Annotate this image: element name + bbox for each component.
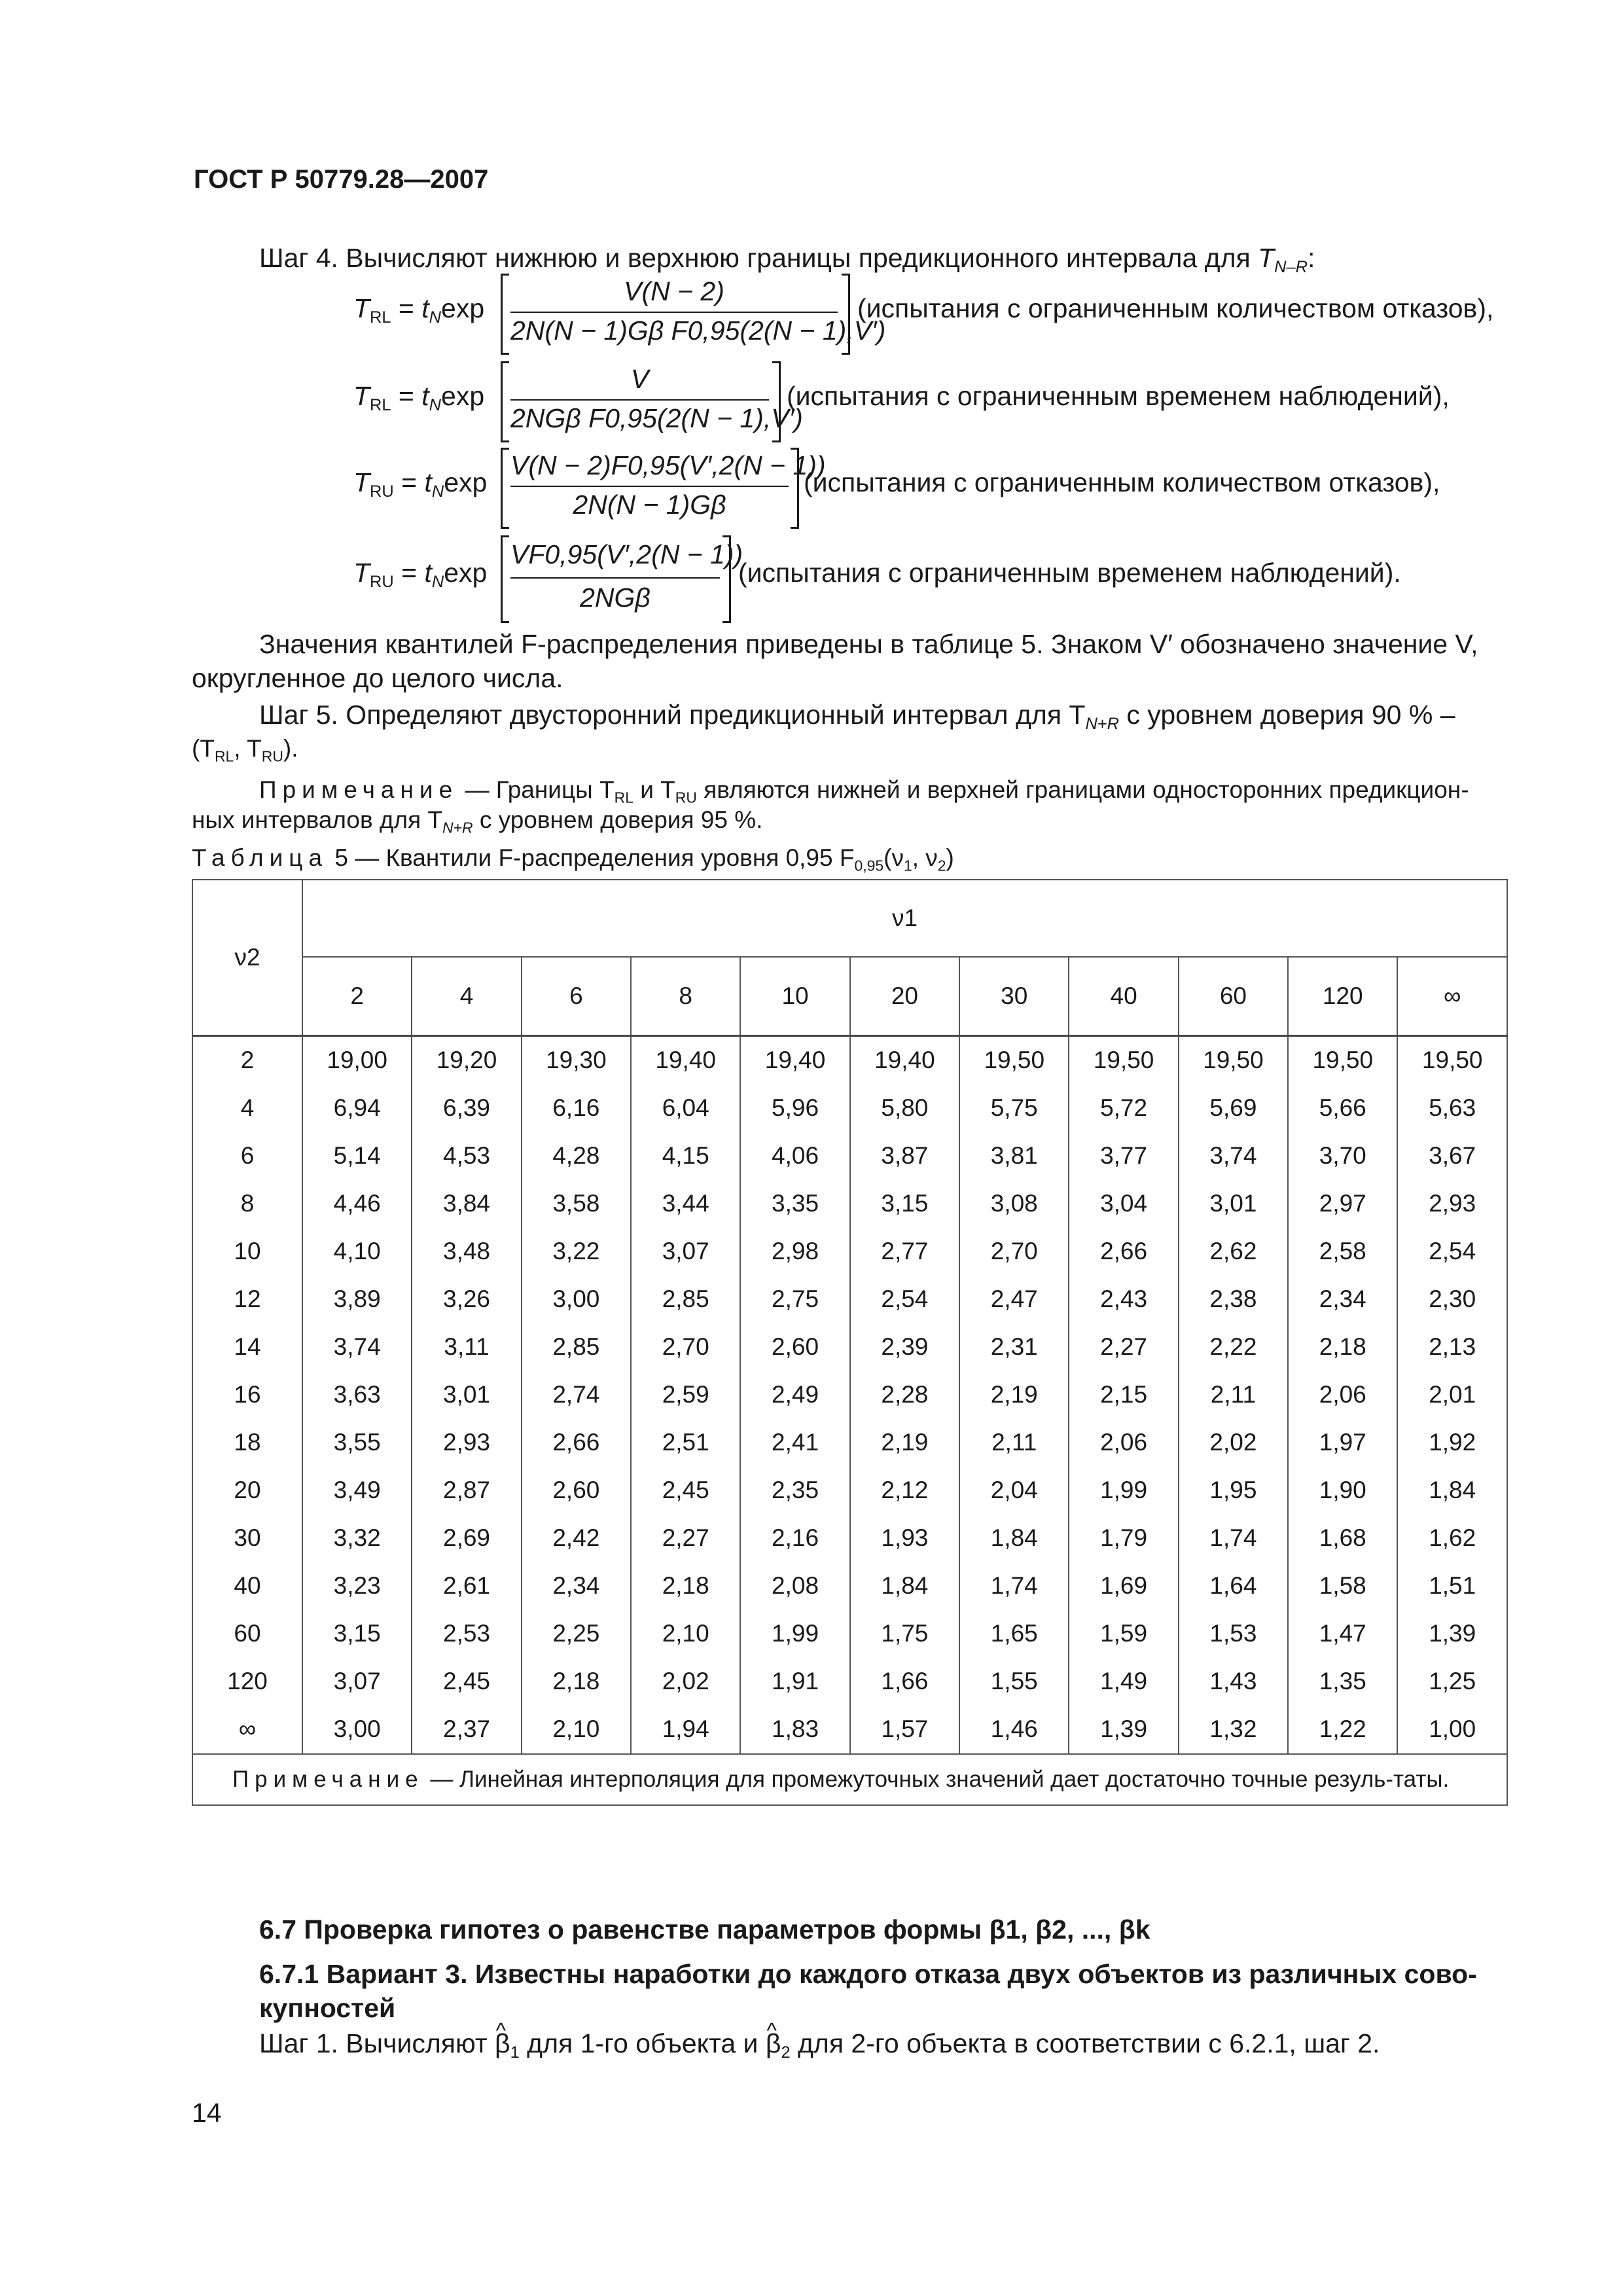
section-6-7-title: 6.7 Проверка гипотез о равенстве параметров формы β1, β2, ..., βk	[259, 1914, 1150, 1945]
table-cell: 2,75	[740, 1276, 849, 1323]
table-cell: 1,65	[959, 1610, 1069, 1658]
table-cell: 2,16	[740, 1515, 849, 1562]
table-cell: 19,50	[1069, 1035, 1178, 1085]
table-cell: 1,47	[1288, 1610, 1397, 1658]
table-cell: 3,04	[1069, 1180, 1178, 1228]
table-cell: 1,93	[850, 1515, 959, 1562]
table-row	[192, 1515, 1507, 1562]
table-cell: 2,02	[1179, 1419, 1288, 1467]
formula-3-comment: (испытания с ограниченным количеством отказов),	[804, 467, 1440, 497]
table-cell: 1,39	[1069, 1706, 1178, 1754]
row-label-v2: 20	[192, 1467, 302, 1515]
beta-hat-2: ^ β	[766, 2026, 781, 2060]
table-cell: 3,15	[850, 1180, 959, 1228]
table-cell: 1,91	[740, 1658, 849, 1706]
row-label-v2: 6	[192, 1132, 302, 1180]
table-cell: 2,02	[631, 1658, 740, 1706]
table-cell: 3,32	[302, 1515, 412, 1562]
table-cell: 1,68	[1288, 1515, 1397, 1562]
formula-2-lhs: $T_{RL} = t_N\exp$	[353, 381, 485, 415]
table-cell: 2,08	[740, 1562, 849, 1610]
table-cell: 2,43	[1069, 1276, 1178, 1323]
row-label-v2: 4	[192, 1085, 302, 1132]
column-header: 20	[850, 957, 959, 1035]
formula-2-comment: (испытания с ограниченным временем наблюдений),	[787, 381, 1450, 411]
table-cell: 2,22	[1179, 1323, 1288, 1371]
table-cell: 3,01	[1179, 1180, 1288, 1228]
row-label-v2: 14	[192, 1323, 302, 1371]
row-label-v2: 40	[192, 1562, 302, 1610]
table-cell: 2,35	[740, 1467, 849, 1515]
row-label-v2: 12	[192, 1276, 302, 1323]
table-cell: 19,50	[1397, 1035, 1507, 1085]
table-cell: 5,14	[302, 1132, 412, 1180]
column-header: 40	[1069, 957, 1178, 1035]
table-row	[192, 1085, 1507, 1132]
column-header: ∞	[1397, 957, 1507, 1035]
table-cell: 3,87	[850, 1132, 959, 1180]
row-label-v2: 30	[192, 1515, 302, 1562]
step4-sub: N–R	[1274, 258, 1308, 277]
formula-3-left-bracket	[501, 448, 509, 529]
table-cell: 5,66	[1288, 1085, 1397, 1132]
table-cell: 1,46	[959, 1706, 1069, 1754]
section-6-7-1-title: 6.7.1 Вариант 3. Известны наработки до каждого отказа двух объектов из различных сово-купностей	[259, 1959, 1477, 2023]
formula-3-numerator: V(N − 2)F0,95(V′,2(N − 1))	[510, 450, 826, 480]
formula-1-right-bracket	[842, 274, 850, 355]
table-cell: 1,51	[1397, 1562, 1507, 1610]
formula-2-numerator: V	[630, 364, 649, 394]
quantiles-para-line2: округленное до целого числа.	[192, 663, 563, 693]
column-header: 60	[1179, 957, 1288, 1035]
table-cell: 2,28	[850, 1371, 959, 1419]
table-cell: 2,97	[1288, 1180, 1397, 1228]
column-header: 10	[740, 957, 849, 1035]
table-cell: 1,99	[1069, 1467, 1178, 1515]
table-note: Примечание — Линейная интерполяция для промежуточных значений дает достаточно точные резуль-таты.	[192, 1754, 1507, 1805]
table-cell: 2,25	[522, 1610, 631, 1658]
table-row	[192, 1419, 1507, 1467]
table-row	[192, 1035, 1507, 1085]
table-cell: 2,60	[740, 1323, 849, 1371]
table-cell: 2,27	[1069, 1323, 1178, 1371]
formula-4-left-bracket	[501, 535, 509, 623]
formula-1-left-bracket	[501, 274, 509, 355]
table-cell: 2,54	[1397, 1228, 1507, 1276]
formula-3-fraction-bar	[510, 486, 789, 487]
table-cell: 2,34	[1288, 1276, 1397, 1323]
row-label-v2: 10	[192, 1228, 302, 1276]
table-cell: 4,53	[412, 1132, 521, 1180]
table-cell: 2,12	[850, 1467, 959, 1515]
formula-4-lhs: $T_{RU} = t_N\exp$	[353, 558, 488, 592]
row-label-v2: 8	[192, 1180, 302, 1228]
table-row	[192, 1706, 1507, 1754]
table-cell: 2,37	[412, 1706, 521, 1754]
step4-var: T	[1258, 243, 1275, 273]
table-cell: 2,11	[959, 1419, 1069, 1467]
row-label-v2: 120	[192, 1658, 302, 1706]
table-cell: 1,55	[959, 1658, 1069, 1706]
table-row	[192, 1610, 1507, 1658]
step1-paragraph: Шаг 1. Вычисляют ^ $\beta_1$ для 1-го объекта и ^ $\beta_2$ для 2-го объекта в соответствии с 6.2.1, шаг 2.	[259, 2026, 1380, 2060]
table-cell: 3,74	[302, 1323, 412, 1371]
table-cell: 1,84	[850, 1562, 959, 1610]
table-cell: 1,99	[740, 1610, 849, 1658]
column-header: 6	[522, 957, 631, 1035]
table-cell: 1,53	[1179, 1610, 1288, 1658]
table-cell: 1,75	[850, 1610, 959, 1658]
table-cell: 3,81	[959, 1132, 1069, 1180]
table-cell: 2,06	[1288, 1371, 1397, 1419]
table-note-row	[192, 1754, 1507, 1805]
table-cell: 2,70	[959, 1228, 1069, 1276]
table-cell: 3,63	[302, 1371, 412, 1419]
table-cell: 1,39	[1397, 1610, 1507, 1658]
table-cell: 1,94	[631, 1706, 740, 1754]
step5-line1: Шаг 5. Определяют двусторонний предикционный интервал для $T_{N+R}$ с уровнем доверия 90 % –	[259, 700, 1455, 734]
table-cell: 2,54	[850, 1276, 959, 1323]
note1-line2: ных интервалов для $T_{N+R}$ с уровнем доверия 95 %.	[192, 806, 763, 836]
column-header: 120	[1288, 957, 1397, 1035]
row-label-v2: 2	[192, 1035, 302, 1085]
table-caption: Таблица 5 — Квантили F-распределения уровня 0,95 $F_{0,95}(\nu_1$, $\nu_2$)	[192, 844, 954, 874]
table-cell: 2,13	[1397, 1323, 1507, 1371]
table-row	[192, 1562, 1507, 1610]
table-cell: 2,27	[631, 1515, 740, 1562]
table-cell: 19,00	[302, 1035, 412, 1085]
table-cell: 2,31	[959, 1323, 1069, 1371]
table-cell: 19,50	[959, 1035, 1069, 1085]
table-row	[192, 1467, 1507, 1515]
formula-1-comment: (испытания с ограниченным количеством отказов),	[857, 293, 1494, 323]
table-cell: 1,84	[1397, 1467, 1507, 1515]
table-cell: 2,85	[522, 1323, 631, 1371]
table-cell: 2,61	[412, 1562, 521, 1610]
table-cell: 2,19	[959, 1371, 1069, 1419]
table-cell: 3,84	[412, 1180, 521, 1228]
table-row	[192, 1371, 1507, 1419]
table-cell: 3,49	[302, 1467, 412, 1515]
formula-4-right-bracket	[722, 535, 731, 623]
table-cell: 2,10	[631, 1610, 740, 1658]
table-cell: 4,15	[631, 1132, 740, 1180]
table-cell: 2,66	[522, 1419, 631, 1467]
formula-2-denominator: 2NGβ F0,95(2(N − 1),V′)	[510, 403, 803, 433]
table-row	[192, 1228, 1507, 1276]
table-cell: 1,59	[1069, 1610, 1178, 1658]
table-cell: 2,18	[1288, 1323, 1397, 1371]
table-cell: 1,66	[850, 1658, 959, 1706]
step5-line2: ($T_{RL}$, $T_{RU}$).	[192, 735, 298, 765]
note1-line1: Примечание — Границы $T_{RL}$ и $T_{RU}$ являются нижней и верхней границами односторонних предикцион-	[259, 776, 1469, 806]
table-row	[192, 1276, 1507, 1323]
quantiles-para-line1: Значения квантилей F-распределения приведены в таблице 5. Знаком V′ обозначено значение V,	[259, 629, 1478, 659]
table-cell: 2,18	[631, 1562, 740, 1610]
table-cell: 3,22	[522, 1228, 631, 1276]
beta-hat-1: ^ β	[495, 2026, 510, 2060]
table-cell: 3,70	[1288, 1132, 1397, 1180]
table-cell: 2,66	[1069, 1228, 1178, 1276]
table-cell: 3,89	[302, 1276, 412, 1323]
table-cell: 2,06	[1069, 1419, 1178, 1467]
table-cell: 2,93	[412, 1419, 521, 1467]
table-cell: 2,39	[850, 1323, 959, 1371]
table-cell: 2,47	[959, 1276, 1069, 1323]
table-cell: 3,00	[302, 1706, 412, 1754]
step4-text: Шаг 4. Вычисляют нижнюю и верхнюю границы предикционного интервала для	[259, 243, 1258, 273]
table-cell: 1,69	[1069, 1562, 1178, 1610]
table-cell: 2,11	[1179, 1371, 1288, 1419]
page-number: 14	[192, 2098, 222, 2128]
table-cell: 1,64	[1179, 1562, 1288, 1610]
table-cell: 5,75	[959, 1085, 1069, 1132]
table-cell: 1,58	[1288, 1562, 1397, 1610]
table-cell: 3,15	[302, 1610, 412, 1658]
table-row	[192, 1180, 1507, 1228]
table-cell: 6,04	[631, 1085, 740, 1132]
table-cell: 2,38	[1179, 1276, 1288, 1323]
row-label-v2: 60	[192, 1610, 302, 1658]
table-cell: 2,18	[522, 1658, 631, 1706]
table-cell: 2,45	[631, 1467, 740, 1515]
formula-3-denominator: 2N(N − 1)Gβ	[573, 490, 726, 520]
table-cell: 19,50	[1288, 1035, 1397, 1085]
table-cell: 2,93	[1397, 1180, 1507, 1228]
table-cell: 4,06	[740, 1132, 849, 1180]
table-cell: 4,10	[302, 1228, 412, 1276]
column-header: 30	[959, 957, 1069, 1035]
table-cell: 2,41	[740, 1419, 849, 1467]
table-cell: 4,46	[302, 1180, 412, 1228]
table-cell: 2,53	[412, 1610, 521, 1658]
table-row	[192, 1323, 1507, 1371]
table-cell: 3,00	[522, 1276, 631, 1323]
formula-2-right-bracket	[772, 361, 781, 442]
formula-4-fraction-bar	[510, 577, 720, 579]
table-cell: 2,58	[1288, 1228, 1397, 1276]
table-cell: 1,22	[1288, 1706, 1397, 1754]
formula-2-left-bracket	[501, 361, 509, 442]
table-cell: 6,39	[412, 1085, 521, 1132]
row-label-v2: 18	[192, 1419, 302, 1467]
table-cell: 6,16	[522, 1085, 631, 1132]
table-cell: 2,15	[1069, 1371, 1178, 1419]
formula-1-fraction-bar	[510, 312, 838, 313]
table-cell: 3,67	[1397, 1132, 1507, 1180]
formula-4-denominator: 2NGβ	[580, 583, 651, 613]
table-cell: 19,50	[1179, 1035, 1288, 1085]
table-cell: 19,30	[522, 1035, 631, 1085]
table-cell: 19,20	[412, 1035, 521, 1085]
table-cell: 1,90	[1288, 1467, 1397, 1515]
table-cell: 5,63	[1397, 1085, 1507, 1132]
table-cell: 3,11	[412, 1323, 521, 1371]
table-cell: 3,74	[1179, 1132, 1288, 1180]
table-cell: 2,74	[522, 1371, 631, 1419]
column-header: 2	[302, 957, 412, 1035]
table-cell: 1,97	[1288, 1419, 1397, 1467]
table-cell: 1,83	[740, 1706, 849, 1754]
formula-2-fraction-bar	[510, 399, 769, 401]
table-cell: 19,40	[740, 1035, 849, 1085]
table-cell: 2,42	[522, 1515, 631, 1562]
formula-3-lhs: $T_{RU} = t_N\exp$	[353, 467, 488, 501]
table-cell: 1,00	[1397, 1706, 1507, 1754]
table-cell: 2,01	[1397, 1371, 1507, 1419]
table-cell: 5,80	[850, 1085, 959, 1132]
table-cell: 1,84	[959, 1515, 1069, 1562]
col-group-header-v1: ν1	[302, 880, 1507, 957]
table-cell: 3,48	[412, 1228, 521, 1276]
row-header-v2: ν2	[192, 880, 302, 1035]
table-cell: 2,19	[850, 1419, 959, 1467]
table-cell: 1,32	[1179, 1706, 1288, 1754]
table-cell: 2,34	[522, 1562, 631, 1610]
table-row	[192, 1658, 1507, 1706]
column-header-row	[192, 957, 1507, 1035]
table-cell: 3,44	[631, 1180, 740, 1228]
column-header: 4	[412, 957, 521, 1035]
table-cell: 3,08	[959, 1180, 1069, 1228]
table-cell: 1,25	[1397, 1658, 1507, 1706]
table-cell: 1,43	[1179, 1658, 1288, 1706]
formula-4-numerator: VF0,95(V′,2(N − 1))	[510, 539, 743, 569]
table-cell: 3,55	[302, 1419, 412, 1467]
step4-colon: :	[1307, 243, 1315, 273]
table-cell: 2,70	[631, 1323, 740, 1371]
table-cell: 3,07	[631, 1228, 740, 1276]
table-cell: 1,35	[1288, 1658, 1397, 1706]
table-cell: 3,23	[302, 1562, 412, 1610]
document-header: ГОСТ Р 50779.28—2007	[194, 165, 489, 194]
column-header: 8	[631, 957, 740, 1035]
table-cell: 3,26	[412, 1276, 521, 1323]
row-label-v2: ∞	[192, 1706, 302, 1754]
formula-4-comment: (испытания с ограниченным временем наблюдений).	[738, 558, 1401, 588]
row-label-v2: 16	[192, 1371, 302, 1419]
table-cell: 19,40	[631, 1035, 740, 1085]
table-cell: 2,45	[412, 1658, 521, 1706]
table-cell: 1,74	[959, 1562, 1069, 1610]
formula-3-right-bracket	[791, 448, 799, 529]
table-cell: 2,98	[740, 1228, 849, 1276]
f-distribution-table	[192, 879, 1508, 1806]
table-cell: 2,62	[1179, 1228, 1288, 1276]
table-cell: 2,59	[631, 1371, 740, 1419]
table-cell: 2,60	[522, 1467, 631, 1515]
table-cell: 2,85	[631, 1276, 740, 1323]
formula-1-lhs: $T_{RL} = t_N\exp$	[353, 293, 485, 327]
table-cell: 1,79	[1069, 1515, 1178, 1562]
table-cell: 2,30	[1397, 1276, 1507, 1323]
table-cell: 2,87	[412, 1467, 521, 1515]
table-row	[192, 1132, 1507, 1180]
table-cell: 1,49	[1069, 1658, 1178, 1706]
table-cell: 1,92	[1397, 1419, 1507, 1467]
table-cell: 1,57	[850, 1706, 959, 1754]
table-cell: 2,04	[959, 1467, 1069, 1515]
table-cell: 1,95	[1179, 1467, 1288, 1515]
table-cell: 3,58	[522, 1180, 631, 1228]
table-cell: 2,10	[522, 1706, 631, 1754]
table-cell: 2,49	[740, 1371, 849, 1419]
table-cell: 19,40	[850, 1035, 959, 1085]
table-cell: 1,74	[1179, 1515, 1288, 1562]
table-cell: 5,96	[740, 1085, 849, 1132]
table-cell: 6,94	[302, 1085, 412, 1132]
table-cell: 1,62	[1397, 1515, 1507, 1562]
formula-1-numerator: V(N − 2)	[624, 276, 724, 306]
table-cell: 2,77	[850, 1228, 959, 1276]
step4-paragraph	[259, 241, 1315, 275]
formula-1-denominator: 2N(N − 1)Gβ F0,95(2(N − 1),V′)	[510, 315, 886, 346]
table-cell: 3,35	[740, 1180, 849, 1228]
table-cell: 5,72	[1069, 1085, 1178, 1132]
table-cell: 2,51	[631, 1419, 740, 1467]
table-cell: 4,28	[522, 1132, 631, 1180]
table-cell: 3,77	[1069, 1132, 1178, 1180]
table-body	[192, 1035, 1507, 1754]
table-cell: 3,01	[412, 1371, 521, 1419]
table-cell: 3,07	[302, 1658, 412, 1706]
table-cell: 5,69	[1179, 1085, 1288, 1132]
table-cell: 2,69	[412, 1515, 521, 1562]
